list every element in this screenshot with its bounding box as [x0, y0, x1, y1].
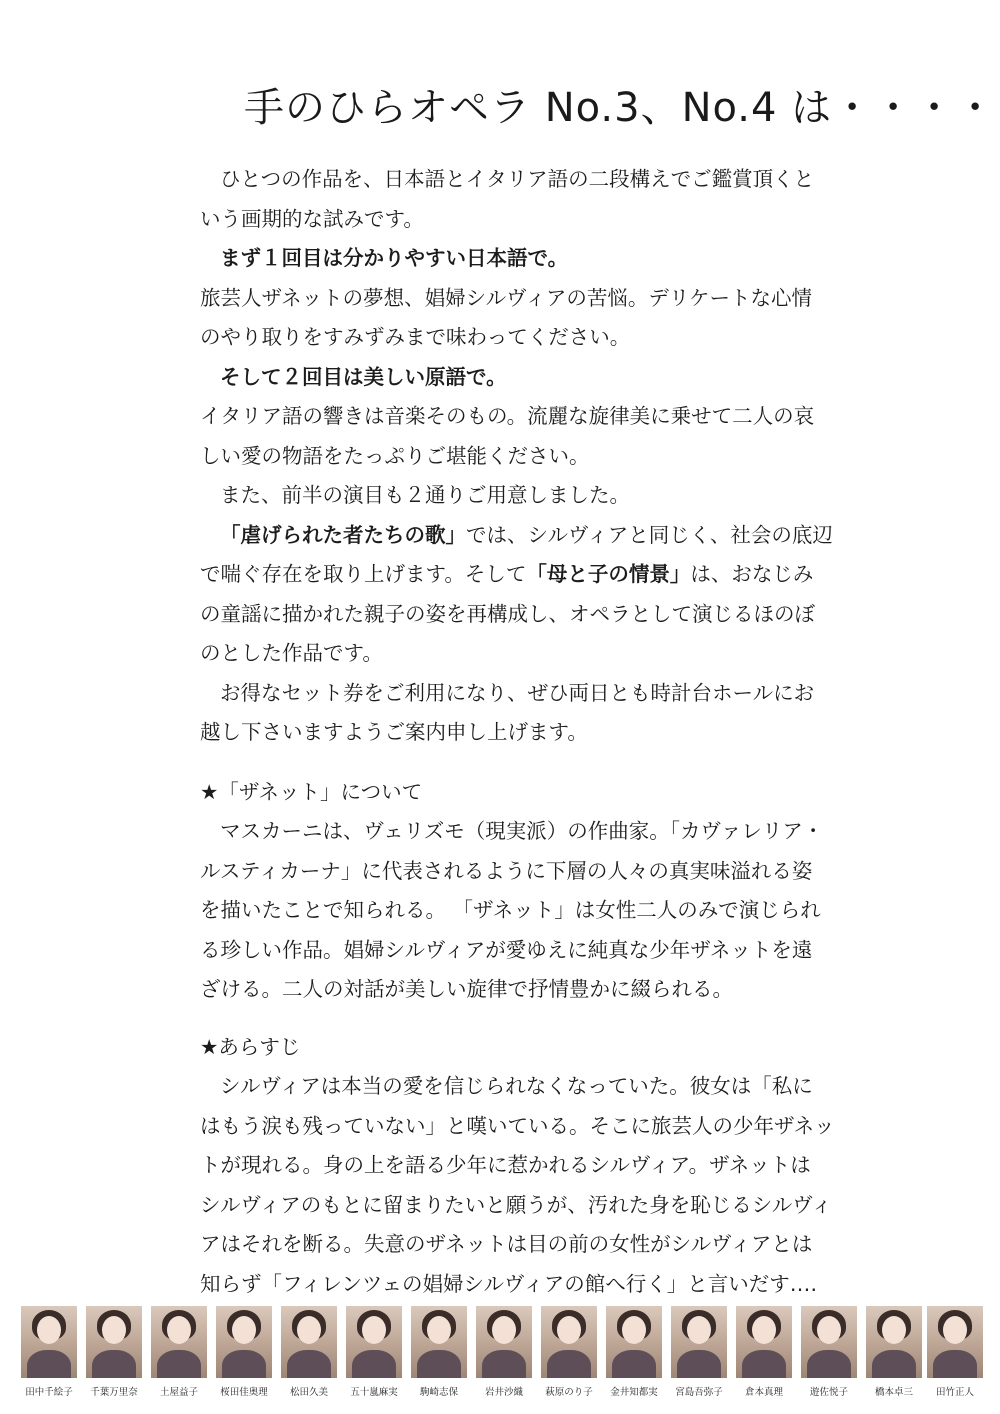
cast-photo	[411, 1306, 467, 1378]
cast-member	[540, 1306, 598, 1398]
synopsis-line: トが現れる。身の上を語る少年に惹かれるシルヴィア。ザネットは	[200, 1153, 811, 1177]
intro-line	[200, 516, 840, 556]
cast-member	[85, 1306, 143, 1398]
cast-photo	[151, 1306, 207, 1378]
intro-line: いう画期的な試みです。	[200, 206, 424, 231]
intro-line: のとした作品です。	[200, 641, 383, 665]
intro-line: しい愛の物語をたっぷりご堪能ください。	[200, 443, 590, 468]
page-title: 手のひらオペラ No.3、No.4 は・・・・	[244, 85, 997, 131]
cast-member	[215, 1306, 273, 1398]
cast-name: 岩井沙織	[484, 1387, 523, 1398]
cast-photo	[346, 1306, 402, 1378]
cast-member	[280, 1306, 338, 1398]
intro-line: ひとつの作品を、日本語とイタリア語の二段構えでご鑑賞頂くと	[220, 167, 815, 191]
intro-line: 旅芸人ザネットの夢想、娼婦シルヴィアの苦悩。デリケートな心情	[200, 285, 813, 310]
cast-member	[20, 1306, 78, 1398]
cast-member	[475, 1306, 533, 1398]
cast-photo	[21, 1306, 77, 1378]
cast-photo	[216, 1306, 272, 1378]
cast-name: 土屋益子	[159, 1387, 198, 1398]
intro-line: また、前半の演目も２通りご用意しました。	[220, 483, 630, 507]
work-title: 「母と子の情景」	[526, 562, 691, 586]
synopsis-line: 知らず「フィレンツェの娼婦シルヴィアの館へ行く」と言いだす‥‥	[200, 1271, 818, 1296]
cast-photo	[476, 1306, 532, 1378]
intro-line: お得なセット券をご利用になり、ぜひ両日とも時計台ホールにお	[220, 680, 815, 705]
cast-member	[345, 1306, 403, 1398]
intro-text: では、シルヴィアと同じく、社会の底辺	[466, 522, 833, 547]
cast-name: 松田久美	[289, 1387, 328, 1398]
about-heading: ★「ザネット」について	[200, 779, 423, 804]
intro-line: 越し下さいますようご案内申し上げます。	[200, 720, 588, 744]
about-line: ルスティカーナ」に代表されるように下層の人々の真実味溢れる姿	[200, 858, 813, 883]
about-line: ざける。二人の対話が美しい旋律で抒情豊かに綴られる。	[200, 977, 733, 1001]
cast-name: 橋本卓三	[874, 1387, 913, 1398]
cast-photo-strip	[20, 1306, 984, 1406]
cast-name: 田中千絵子	[25, 1387, 73, 1398]
cast-name: 金井知都実	[610, 1387, 658, 1398]
intro-heading: そして２回目は美しい原語で。	[220, 364, 507, 389]
cast-name: 駒崎志保	[419, 1387, 458, 1398]
cast-member	[605, 1306, 663, 1398]
intro-line	[200, 555, 840, 595]
synopsis-line: シルヴィアは本当の愛を信じられなくなっていた。彼女は「私に	[220, 1074, 813, 1098]
cast-photo	[927, 1306, 983, 1378]
cast-photo	[86, 1306, 142, 1378]
synopsis-line: はもう涙も残っていない」と嘆いている。そこに旅芸人の少年ザネッ	[200, 1113, 835, 1138]
cast-photo	[281, 1306, 337, 1378]
cast-name: 桜田佳奥理	[220, 1387, 268, 1398]
synopsis-line: アはそれを断る。失意のザネットは目の前の女性がシルヴィアとは	[200, 1232, 813, 1256]
cast-name: 宮島吾弥子	[675, 1387, 723, 1398]
cast-member	[735, 1306, 793, 1398]
work-title: 「虐げられた者たちの歌」	[220, 522, 466, 547]
cast-member	[865, 1306, 923, 1398]
intro-text: で喘ぐ存在を取り上げます。そして	[200, 562, 527, 586]
cast-photo	[541, 1306, 597, 1378]
cast-member	[800, 1306, 858, 1398]
intro-line: イタリア語の響きは音楽そのもの。流麗な旋律美に乗せて二人の哀	[200, 404, 815, 428]
cast-member	[926, 1306, 984, 1398]
synopsis-line: シルヴィアのもとに留まりたいと願うが、汚れた身を恥じるシルヴィ	[200, 1192, 833, 1217]
cast-photo	[606, 1306, 662, 1378]
intro-line: のやり取りをすみずみまで味わってください。	[200, 325, 631, 349]
main-text	[200, 160, 840, 1304]
cast-name: 千葉万里奈	[90, 1387, 138, 1398]
intro-text: は、おなじみ	[690, 562, 814, 586]
cast-member	[150, 1306, 208, 1398]
cast-name: 五十嵐麻実	[350, 1387, 398, 1398]
cast-name: 倉本真理	[744, 1387, 783, 1398]
intro-line: の童謡に描かれた親子の姿を再構成し、オペラとして演じるほのぼ	[200, 601, 815, 626]
cast-name: 田竹正人	[935, 1387, 974, 1398]
synopsis-heading: ★あらすじ	[200, 1034, 301, 1059]
cast-name: 遊佐悦子	[809, 1387, 848, 1398]
about-line: を描いたことで知られる。 「ザネット」は女性二人のみで演じられ	[200, 898, 821, 922]
cast-photo	[736, 1306, 792, 1378]
about-line: る珍しい作品。娼婦シルヴィアが愛ゆえに純真な少年ザネットを遠	[200, 937, 813, 962]
cast-member	[410, 1306, 468, 1398]
about-line: マスカーニは、ヴェリズモ（現実派）の作曲家。「カヴァレリア・	[220, 819, 824, 843]
intro-heading: まず１回目は分かりやすい日本語で。	[220, 246, 569, 270]
cast-photo	[671, 1306, 727, 1378]
cast-photo	[866, 1306, 922, 1378]
cast-name: 萩原のり子	[545, 1387, 593, 1398]
cast-photo	[801, 1306, 857, 1378]
cast-member	[670, 1306, 728, 1398]
